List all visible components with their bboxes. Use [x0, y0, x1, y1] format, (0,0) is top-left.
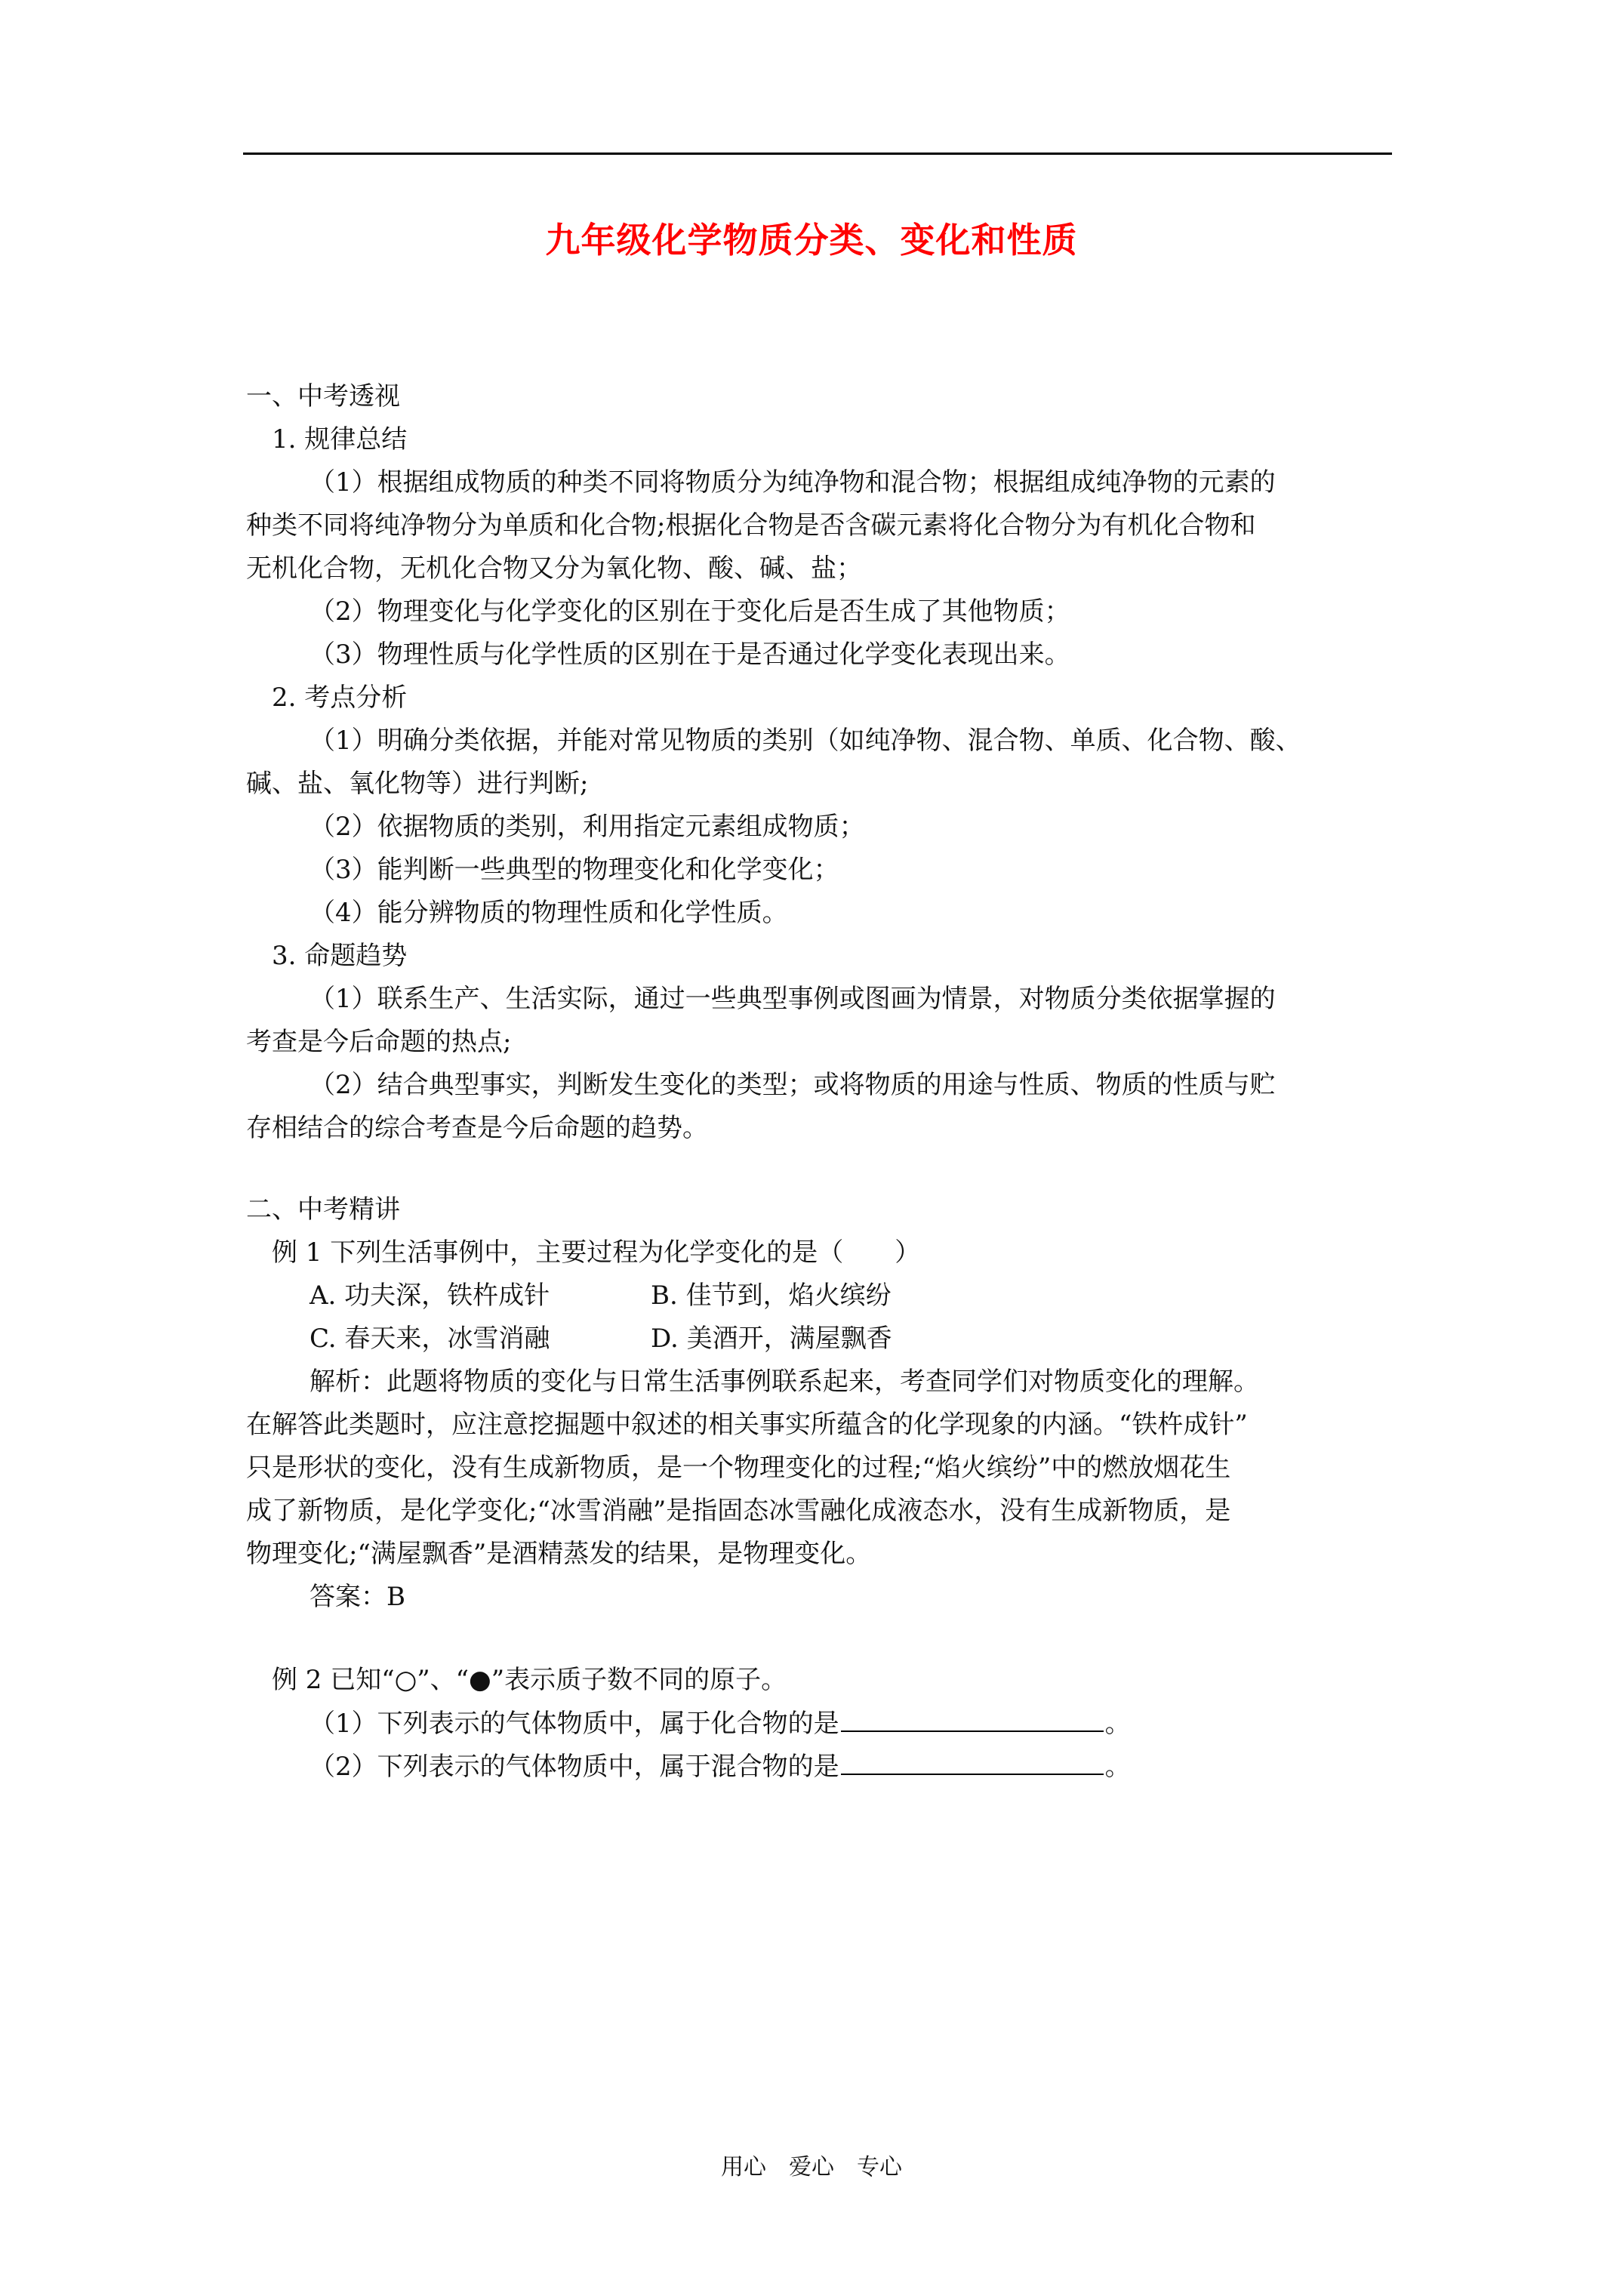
paragraph-line: （3）能判断一些典型的物理变化和化学变化；	[310, 855, 839, 885]
paragraph-line: （2）依据物质的类别，利用指定元素组成物质；	[310, 812, 865, 842]
option-d: D. 美酒开，满屋飘香	[651, 1324, 892, 1354]
paragraph-line: 碱、盐、氧化物等）进行判断;	[246, 769, 589, 799]
section-heading: 二、中考精讲	[246, 1194, 400, 1225]
analysis-line: 成了新物质，是化学变化;“冰雪消融”是指固态冰雪融化成液态水，没有生成新物质，是	[246, 1496, 1231, 1526]
subsection-heading: 1. 规律总结	[272, 424, 408, 455]
paragraph-line: （3）物理性质与化学性质的区别在于是否通过化学变化表现出来。	[310, 639, 1070, 670]
paragraph-line: 种类不同将纯净物分为单质和化合物;根据化合物是否含碳元素将化合物分为有机化合物和	[246, 510, 1256, 541]
answer-text: 答案：B	[310, 1582, 405, 1612]
end-mark: 。	[1104, 1709, 1131, 1739]
fill-question	[310, 1751, 1131, 1782]
subsection-heading: 2. 考点分析	[272, 683, 408, 713]
analysis-line: 在解答此类题时，应注意挖掘题中叙述的相关事实所蕴含的化学现象的内涵。“铁杵成针”	[246, 1410, 1248, 1440]
example-question: 例 2 已知“○”、“●”表示质子数不同的原子。	[272, 1665, 787, 1695]
paragraph-line: （2）结合典型事实，判断发生变化的类型；或将物质的用途与性质、物质的性质与贮	[310, 1070, 1276, 1100]
fill-question-text: （2）下列表示的气体物质中，属于混合物的是	[310, 1752, 839, 1782]
page-footer: 用心 爱心 专心	[721, 2154, 902, 2180]
answer-blank[interactable]	[841, 1708, 1104, 1732]
paragraph-line: （1）联系生产、生活实际，通过一些典型事例或图画为情景，对物质分类依据掌握的	[310, 984, 1276, 1014]
analysis-line: 物理变化;“满屋飘香”是酒精蒸发的结果，是物理变化。	[246, 1539, 872, 1569]
header-rule	[243, 153, 1392, 155]
option-a: A. 功夫深，铁杵成针	[310, 1281, 550, 1311]
fill-question-text: （1）下列表示的气体物质中，属于化合物的是	[310, 1709, 839, 1739]
end-mark: 。	[1104, 1752, 1131, 1782]
paragraph-line: 考查是今后命题的热点;	[246, 1027, 512, 1057]
paragraph-line: 无机化合物，无机化合物又分为氧化物、酸、碱、盐；	[246, 553, 862, 584]
subsection-heading: 3. 命题趋势	[272, 941, 408, 971]
paragraph-line: （1）明确分类依据，并能对常见物质的类别（如纯净物、混合物、单质、化合物、酸、	[310, 726, 1301, 756]
section-heading: 一、中考透视	[246, 381, 400, 411]
paragraph-line: （4）能分辨物质的物理性质和化学性质。	[310, 898, 788, 928]
paragraph-line: 存相结合的综合考查是今后命题的趋势。	[246, 1113, 708, 1143]
answer-blank[interactable]	[841, 1751, 1104, 1775]
option-c: C. 春天来，冰雪消融	[310, 1324, 550, 1354]
document-title: 九年级化学物质分类、变化和性质	[545, 220, 1078, 260]
fill-question	[310, 1708, 1131, 1739]
paragraph-line: （1）根据组成物质的种类不同将物质分为纯净物和混合物；根据组成纯净物的元素的	[310, 467, 1276, 498]
option-b: B. 佳节到，焰火缤纷	[651, 1281, 892, 1311]
analysis-line: 解析：此题将物质的变化与日常生活事例联系起来，考查同学们对物质变化的理解。	[310, 1367, 1259, 1397]
analysis-line: 只是形状的变化，没有生成新物质，是一个物理变化的过程;“焰火缤纷”中的燃放烟花生	[246, 1453, 1231, 1483]
paragraph-line: （2）物理变化与化学变化的区别在于变化后是否生成了其他物质；	[310, 596, 1070, 627]
example-question: 例 1 下列生活事例中，主要过程为化学变化的是（ ）	[272, 1237, 921, 1268]
